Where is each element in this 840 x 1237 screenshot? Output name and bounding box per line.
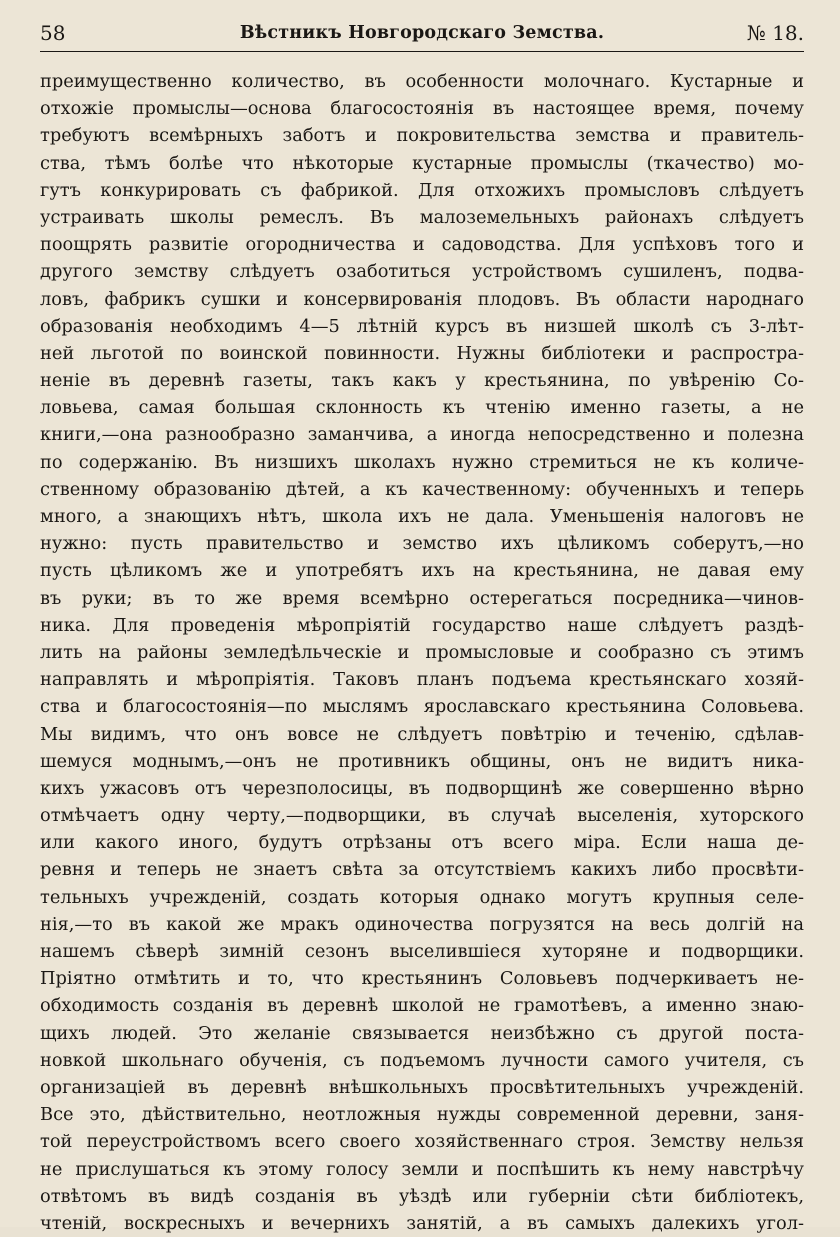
- text-line: требуютъ всемѣрныхъ заботъ и покровительства земства и правитель-: [40, 125, 804, 147]
- text-line: или какого иного, будутъ отрѣзаны отъ всего міра. Если наша де-: [40, 832, 804, 854]
- text-line: ней льготой по воинской повинности. Нужны библіотеки и распростра-: [40, 342, 804, 364]
- text-line: ловьева, самая большая склонность къ чтенію именно газеты, а не: [40, 397, 804, 419]
- text-line: преимущественно количество, въ особенности молочнаго. Кустарные и: [40, 71, 804, 92]
- text-line: гутъ конкурировать съ фабрикой. Для отхожихъ промысловъ слѣдуетъ: [40, 179, 804, 201]
- text-line: Мы видимъ, что онъ вовсе не слѣдуетъ повѣтрію и теченію, сдѣлав-: [40, 723, 804, 745]
- text-line: той переустройствомъ всего своего хозяйственнаго строя. Земству нельзя: [40, 1131, 804, 1153]
- text-line: нашемъ сѣверѣ зимній сезонъ выселившіеся хуторяне и подворщики.: [40, 941, 804, 962]
- body-text: [40, 68, 804, 1237]
- text-line: образованія необходимъ 4—5 лѣтній курсъ въ низшей школѣ съ 3-лѣт-: [40, 315, 804, 337]
- header-rule: [40, 51, 804, 52]
- text-line: ства, тѣмъ болѣе что нѣкоторые кустарные промыслы (ткачество) мо-: [40, 152, 804, 174]
- issue-number: № 18.: [746, 21, 804, 45]
- text-line: щихъ людей. Это желаніе связывается неизбѣжно съ другой поста-: [40, 1022, 804, 1044]
- text-line: Все это, дѣйствительно, неотложныя нужды современной деревни, заня-: [40, 1104, 804, 1126]
- text-line: по содержанію. Въ низшихъ школахъ нужно стремиться не къ количе-: [40, 451, 804, 473]
- running-head: [40, 18, 804, 48]
- text-line: не прислушаться къ этому голосу земли и поспѣшить къ нему навстрѣчу: [40, 1158, 804, 1180]
- text-line: устраивать школы ремеслъ. Въ малоземельныхъ районахъ слѣдуетъ: [40, 206, 804, 228]
- page-number: 58: [40, 21, 66, 45]
- text-line: ловъ, фабрикъ сушки и консервированія плодовъ. Въ области народнаго: [40, 288, 804, 310]
- text-line: обходимость созданія въ деревнѣ школой не грамотѣевъ, а именно знаю-: [40, 995, 804, 1017]
- text-line: нія,—то въ какой же мракъ одиночества погрузятся на весь долгій на: [40, 913, 804, 935]
- text-line: нужно: пусть правительство и земство ихъ цѣликомъ соберутъ,—но: [40, 533, 804, 555]
- text-line: ства и благосостоянія—по мыслямъ ярославскаго крестьянина Соловьева.: [40, 696, 804, 718]
- text-line: ревня и теперь не знаетъ свѣта за отсутствіемъ какихъ либо просвѣти-: [40, 859, 804, 881]
- text-line: ственному образованію дѣтей, а къ качественному: обученныхъ и теперь: [40, 478, 804, 500]
- text-line: шемуся моднымъ,—онъ не противникъ общины, онъ не видитъ ника-: [40, 750, 804, 772]
- text-line: чтеній, воскресныхъ и вечернихъ занятій, а въ самыхъ далекихъ угол-: [40, 1212, 804, 1234]
- text-line: отвѣтомъ въ видѣ созданія въ уѣздѣ или губерніи сѣти библіотекъ,: [40, 1185, 804, 1207]
- text-line: неніе въ деревнѣ газеты, такъ какъ у крестьянина, по увѣренію Со-: [40, 370, 804, 392]
- journal-title: Вѣстникъ Новгородскаго Земства.: [239, 23, 605, 43]
- text-line: ника. Для проведенія мѣропріятій государство наше слѣдуетъ раздѣ-: [40, 614, 804, 636]
- text-line: много, а знающихъ нѣтъ, школа ихъ не дала. Уменьшенія налоговъ не: [40, 506, 804, 527]
- text-line: книги,—она разнообразно заманчива, а иногда непосредственно и полезна: [40, 424, 804, 446]
- text-line: новкой школьнаго обученія, съ подъемомъ лучности самого учителя, съ: [40, 1049, 804, 1071]
- text-line: направлять и мѣропріятія. Таковъ планъ подъема крестьянскаго хозяй-: [40, 669, 804, 691]
- text-line: пусть цѣликомъ же и употребятъ ихъ на крестьянина, не давая ему: [40, 560, 804, 582]
- text-line: организаціей въ деревнѣ внѣшкольныхъ просвѣтительныхъ учрежденій.: [40, 1076, 804, 1098]
- text-line: Пріятно отмѣтить и то, что крестьянинъ Соловьевъ подчеркиваетъ не-: [40, 968, 804, 990]
- text-line: въ руки; въ то же время всемѣрно остерегаться посредника—чинов-: [40, 587, 804, 609]
- text-line: лить на районы земледѣльческіе и промысловые и сообразно съ этимъ: [40, 641, 804, 663]
- text-line: тельныхъ учрежденій, создать которыя однако могутъ крупныя селе-: [40, 886, 804, 908]
- text-line: отхожіе промыслы—основа благосостоянія въ настоящее время, почему: [40, 98, 804, 120]
- text-line: поощрять развитіе огородничества и садоводства. Для успѣховъ того и: [40, 234, 804, 256]
- text-line: отмѣчаетъ одну черту,—подворщики, въ случаѣ выселенія, хуторского: [40, 805, 804, 827]
- text-line: кихъ ужасовъ отъ черезполосицы, въ подворщинѣ же совершенно вѣрно: [40, 777, 804, 799]
- text-line: другого земству слѣдуетъ озаботиться устройствомъ сушиленъ, подва-: [40, 261, 804, 283]
